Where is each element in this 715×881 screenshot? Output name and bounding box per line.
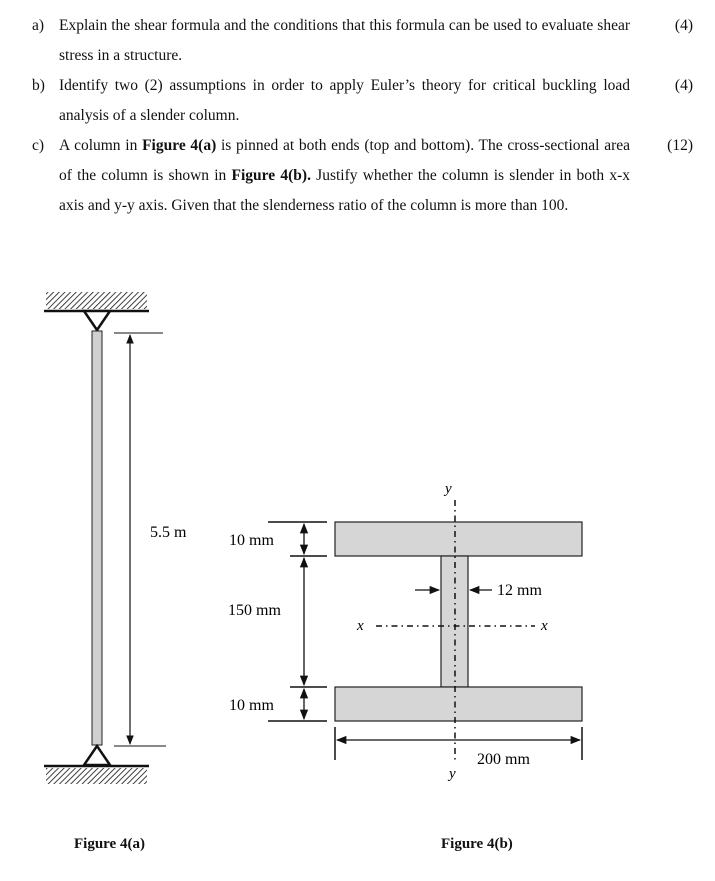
top-support-hatch [46, 292, 147, 309]
y-axis-label-top: y [445, 481, 452, 497]
question-c-marks: (12) [667, 137, 693, 154]
top-flange-thickness-label: 10 mm [229, 532, 274, 549]
web-height-label: 150 mm [228, 602, 281, 619]
flange-width-label: 200 mm [477, 751, 530, 768]
x-axis-label-right: x [541, 618, 548, 634]
figure-4b-caption: Figure 4(b) [441, 836, 513, 852]
column-diagram [44, 292, 187, 784]
bottom-support-hatch [46, 768, 147, 784]
web-thickness-label: 12 mm [497, 582, 542, 599]
question-b-text: Identify two (2) assumptions in order to apply Euler’s theory for critical buckling load analysis of a slender column. [59, 77, 630, 124]
column-height-label: 5.5 m [150, 524, 187, 541]
question-c-text-middle: is pinned at both ends (top and bottom). The cross-sectional area of the column is shown in [59, 137, 630, 184]
question-c-text-end: Justify whether the column is slender in both x-x axis and y-y axis. Given that the slenderness ratio of the column is more than 100. [59, 167, 630, 214]
i-section-diagram [228, 481, 582, 782]
figure-4b-reference: Figure 4(b). [231, 167, 311, 184]
top-pin-icon [84, 311, 110, 330]
top-flange [335, 522, 582, 556]
column [92, 331, 102, 745]
figure-4a-caption: Figure 4(a) [74, 836, 145, 852]
y-axis-label-bottom: y [449, 766, 456, 782]
x-axis-label-left: x [357, 618, 364, 634]
bottom-pin-icon [84, 746, 110, 765]
bottom-flange-thickness-label: 10 mm [229, 697, 274, 714]
question-b-marks: (4) [674, 77, 693, 94]
question-c-letter: c) [32, 137, 45, 154]
question-a-letter: a) [32, 17, 45, 34]
question-a-text: Explain the shear formula and the conditions that this formula can be used to evaluate shear stress in a structure. [59, 17, 630, 64]
question-a-marks: (4) [674, 17, 693, 34]
bottom-flange [335, 687, 582, 721]
web [441, 556, 468, 687]
question-c-text-start: A column in [59, 137, 143, 154]
question-b-letter: b) [32, 77, 45, 94]
figure-4a-reference: Figure 4(a) [142, 137, 217, 154]
